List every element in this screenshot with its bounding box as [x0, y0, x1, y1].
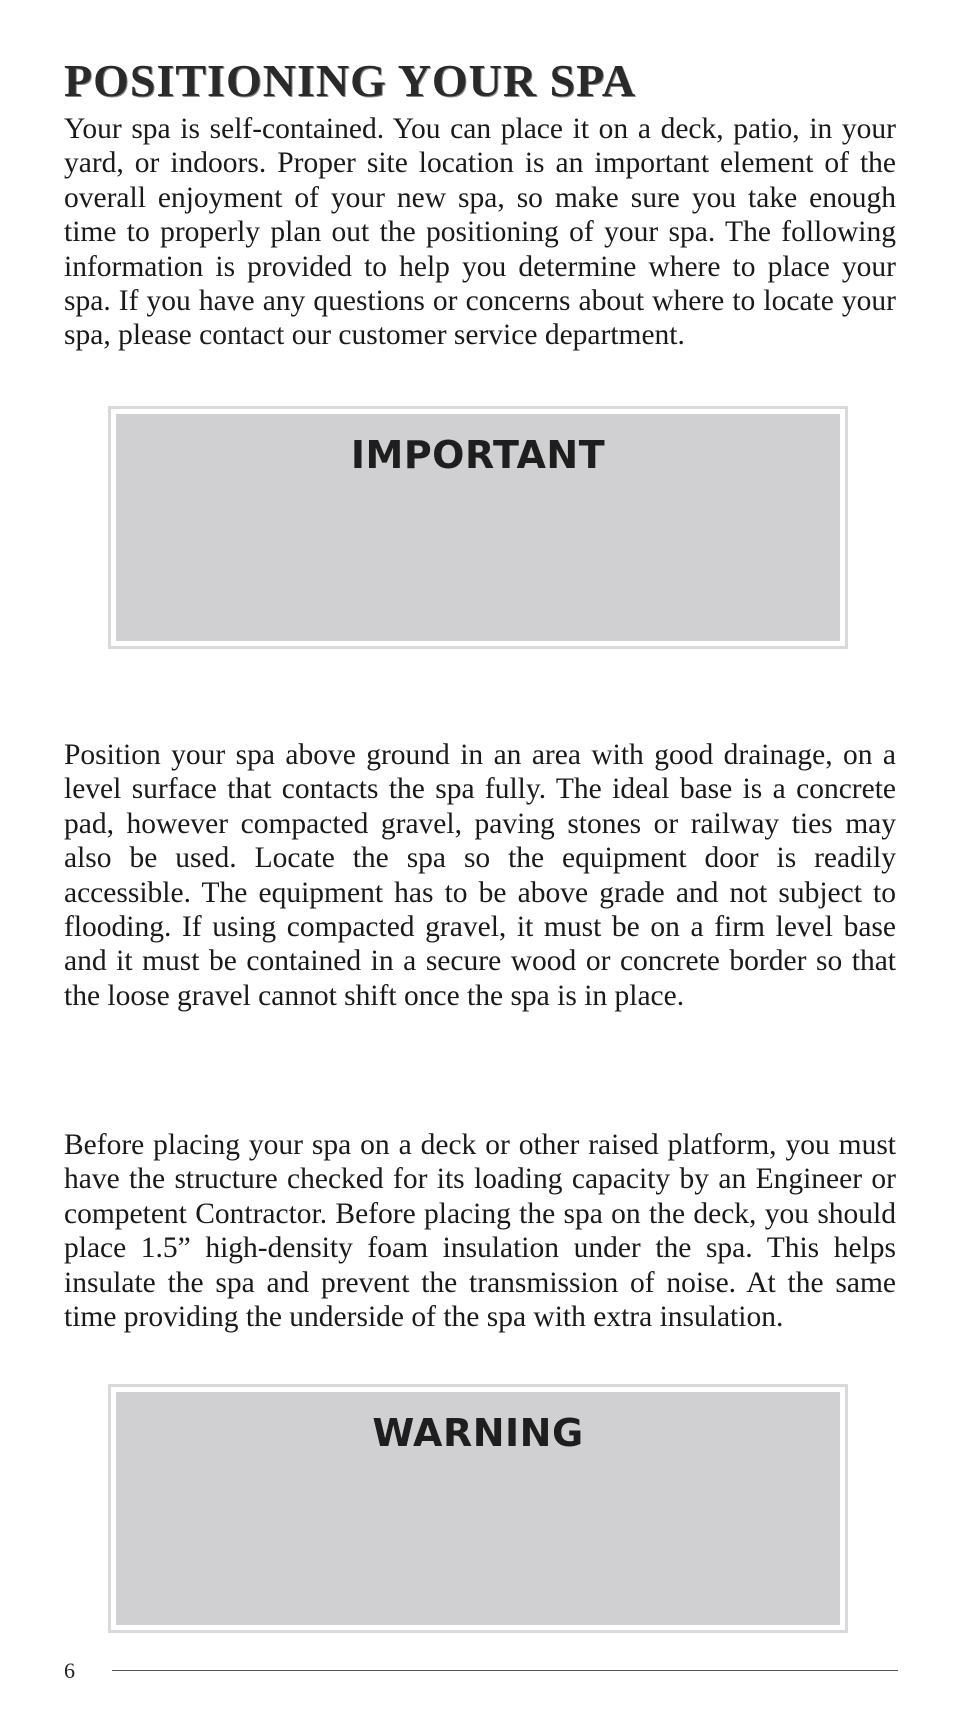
- important-callout-body: [116, 414, 840, 641]
- warning-callout: [108, 1384, 848, 1633]
- footer-divider: [112, 1670, 898, 1671]
- important-callout-title: IMPORTANT: [350, 433, 606, 477]
- warning-callout-title: WARNING: [372, 1411, 584, 1455]
- warning-callout-body: [116, 1392, 840, 1625]
- page-title: POSITIONING YOUR SPA: [64, 55, 637, 106]
- deck-placement-paragraph: Before placing your spa on a deck or other raised platform, you must have the structure checked for its loading capacity by an Engineer or competent Contractor. Before placing the spa on the deck, you should place 1.5” high-density foam insulation under the spa. This helps insulate the spa and prevent the transmission of noise. At the same time providing the underside of the spa with extra insulation.: [64, 1129, 896, 1334]
- important-callout: [108, 406, 848, 649]
- intro-paragraph: Your spa is self-contained. You can place it on a deck, patio, in your yard, or indoors. Proper site location is an important element of the overall enjoyment of your new spa, so make sure you take enough time to properly plan out the positioning of your spa. The following information is provided to help you determine where to place your spa. If you have any questions or concerns about where to locate your spa, please contact our customer service department.: [64, 113, 896, 352]
- page-number: 6: [64, 1658, 75, 1683]
- ground-placement-paragraph: Position your spa above ground in an area with good drainage, on a level surface that contacts the spa fully. The ideal base is a concrete pad, however compacted gravel, paving stones or railway ties may also be used. Locate the spa so the equipment door is readily accessible. The equipment has to be above grade and not subject to flooding. If using compacted gravel, it must be on a firm level base and it must be contained in a secure wood or concrete border so that the loose gravel cannot shift once the spa is in place.: [64, 739, 896, 1012]
